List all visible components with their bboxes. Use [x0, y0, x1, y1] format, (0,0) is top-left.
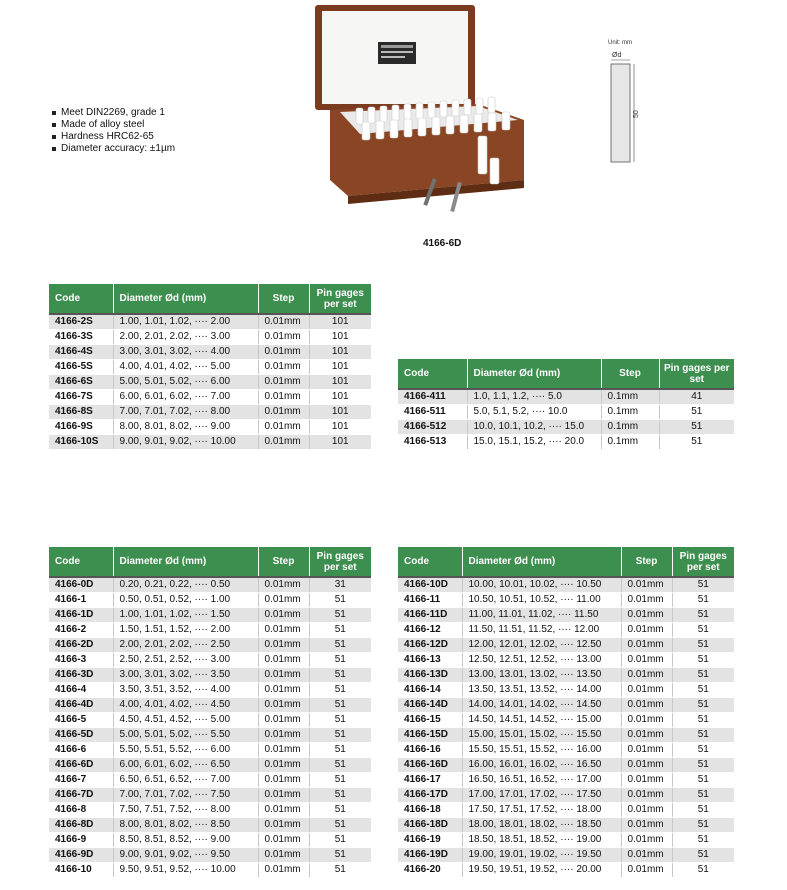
table-row [398, 420, 734, 435]
table-row [49, 863, 371, 878]
diameter-cell: 4.50, 4.51, 4.52, ···· 5.00 [113, 713, 258, 728]
code-cell: 4166-19D [398, 848, 462, 863]
code-cell: 4166-18 [398, 803, 462, 818]
pins-cell: 51 [659, 435, 734, 450]
diameter-cell: 3.50, 3.51, 3.52, ···· 4.00 [113, 683, 258, 698]
pins-cell: 101 [309, 375, 371, 390]
pins-cell: 51 [672, 683, 734, 698]
step-cell: 0.01mm [621, 728, 672, 743]
table-row [49, 743, 371, 758]
unit-label: Unit: mm [608, 40, 632, 46]
step-cell: 0.01mm [258, 405, 309, 420]
step-cell: 0.01mm [258, 728, 309, 743]
step-cell: 0.01mm [621, 608, 672, 623]
diameter-cell: 16.00, 16.01, 16.02, ···· 16.50 [462, 758, 621, 773]
table-row [49, 803, 371, 818]
step-cell: 0.01mm [258, 818, 309, 833]
step-cell: 0.01mm [621, 788, 672, 803]
table-row [398, 713, 734, 728]
diameter-cell: 0.20, 0.21, 0.22, ···· 0.50 [113, 577, 258, 593]
table-row [398, 683, 734, 698]
pins-cell: 51 [309, 743, 371, 758]
step-cell: 0.01mm [258, 623, 309, 638]
table-row [398, 608, 734, 623]
step-cell: 0.01mm [258, 638, 309, 653]
step-cell: 0.01mm [258, 577, 309, 593]
table-row [49, 773, 371, 788]
diameter-cell: 9.50, 9.51, 9.52, ···· 10.00 [113, 863, 258, 878]
pins-cell: 101 [309, 435, 371, 450]
table-row [49, 788, 371, 803]
step-cell: 0.01mm [621, 863, 672, 878]
diameter-cell: 5.00, 5.01, 5.02, ···· 6.00 [113, 375, 258, 390]
step-cell: 0.01mm [621, 593, 672, 608]
col-header-pins: Pin gages per set [309, 547, 371, 577]
diameter-cell: 5.50, 5.51, 5.52, ···· 6.00 [113, 743, 258, 758]
table-row [49, 833, 371, 848]
step-cell: 0.01mm [621, 803, 672, 818]
table-row [49, 405, 371, 420]
pins-cell: 51 [672, 623, 734, 638]
step-cell: 0.01mm [258, 713, 309, 728]
spec-table-large [398, 547, 734, 878]
table-row [49, 435, 371, 450]
table-row [49, 390, 371, 405]
diameter-cell: 18.50, 18.51, 18.52, ···· 19.00 [462, 833, 621, 848]
spec-table-small [49, 547, 371, 878]
diameter-cell: 2.50, 2.51, 2.52, ···· 3.00 [113, 653, 258, 668]
diameter-cell: 17.50, 17.51, 17.52, ···· 18.00 [462, 803, 621, 818]
table-row [49, 623, 371, 638]
code-cell: 4166-3S [49, 330, 113, 345]
code-cell: 4166-19 [398, 833, 462, 848]
step-cell: 0.01mm [258, 420, 309, 435]
pins-cell: 51 [309, 788, 371, 803]
diameter-cell: 8.00, 8.01, 8.02, ···· 9.00 [113, 420, 258, 435]
step-cell: 0.01mm [258, 435, 309, 450]
pins-cell: 51 [672, 593, 734, 608]
pins-cell: 101 [309, 420, 371, 435]
code-cell: 4166-4D [49, 698, 113, 713]
code-cell: 4166-7S [49, 390, 113, 405]
code-cell: 4166-10 [49, 863, 113, 878]
diameter-cell: 2.00, 2.01, 2.02, ···· 3.00 [113, 330, 258, 345]
diameter-cell: 7.00, 7.01, 7.02, ···· 7.50 [113, 788, 258, 803]
col-header-pins: Pin gages per set [672, 547, 734, 577]
table-row [398, 435, 734, 450]
pins-cell: 51 [672, 728, 734, 743]
pins-cell: 51 [672, 863, 734, 878]
step-cell: 0.01mm [621, 773, 672, 788]
diameter-label: Ød [612, 52, 622, 59]
step-cell: 0.01mm [621, 833, 672, 848]
step-cell: 0.01mm [258, 668, 309, 683]
col-header-step: Step [601, 359, 659, 389]
pins-cell: 51 [309, 863, 371, 878]
diameter-cell: 17.00, 17.01, 17.02, ···· 17.50 [462, 788, 621, 803]
diameter-cell: 1.00, 1.01, 1.02, ···· 1.50 [113, 608, 258, 623]
diameter-cell: 4.00, 4.01, 4.02, ···· 5.00 [113, 360, 258, 375]
table-row [49, 420, 371, 435]
code-cell: 4166-8S [49, 405, 113, 420]
pins-cell: 51 [309, 638, 371, 653]
col-header-code: Code [49, 547, 113, 577]
table-row [49, 668, 371, 683]
code-cell: 4166-20 [398, 863, 462, 878]
table-row [398, 728, 734, 743]
diameter-cell: 3.00, 3.01, 3.02, ···· 4.00 [113, 345, 258, 360]
diameter-cell: 14.00, 14.01, 14.02, ···· 14.50 [462, 698, 621, 713]
table-row [49, 593, 371, 608]
diameter-cell: 14.50, 14.51, 14.52, ···· 15.00 [462, 713, 621, 728]
diameter-cell: 9.00, 9.01, 9.02, ···· 10.00 [113, 435, 258, 450]
col-header-step: Step [258, 547, 309, 577]
pins-cell: 51 [672, 698, 734, 713]
step-cell: 0.01mm [621, 758, 672, 773]
code-cell: 4166-6 [49, 743, 113, 758]
code-cell: 4166-5D [49, 728, 113, 743]
table-row [49, 713, 371, 728]
pins-cell: 51 [659, 405, 734, 420]
diameter-cell: 15.0, 15.1, 15.2, ···· 20.0 [467, 435, 601, 450]
code-cell: 4166-8 [49, 803, 113, 818]
pins-cell: 51 [659, 420, 734, 435]
code-cell: 4166-12 [398, 623, 462, 638]
pins-cell: 51 [672, 743, 734, 758]
pins-cell: 51 [309, 773, 371, 788]
diameter-cell: 5.0, 5.1, 5.2, ···· 10.0 [467, 405, 601, 420]
table-row [49, 683, 371, 698]
pins-cell: 51 [309, 848, 371, 863]
spec-table-01mm [398, 359, 734, 450]
code-cell: 4166-11D [398, 608, 462, 623]
pins-cell: 51 [672, 818, 734, 833]
step-cell: 0.01mm [258, 848, 309, 863]
diameter-cell: 11.00, 11.01, 11.02, ···· 11.50 [462, 608, 621, 623]
table-row [398, 773, 734, 788]
code-cell: 4166-15D [398, 728, 462, 743]
step-cell: 0.01mm [621, 743, 672, 758]
step-cell: 0.01mm [621, 818, 672, 833]
diameter-cell: 5.00, 5.01, 5.02, ···· 5.50 [113, 728, 258, 743]
table-row [49, 698, 371, 713]
table-row [398, 593, 734, 608]
table-row [398, 653, 734, 668]
code-cell: 4166-13D [398, 668, 462, 683]
code-cell: 4166-14 [398, 683, 462, 698]
step-cell: 0.01mm [621, 683, 672, 698]
step-cell: 0.01mm [258, 608, 309, 623]
pins-cell: 31 [309, 577, 371, 593]
code-cell: 4166-5S [49, 360, 113, 375]
diameter-cell: 3.00, 3.01, 3.02, ···· 3.50 [113, 668, 258, 683]
table-row [398, 758, 734, 773]
step-cell: 0.01mm [258, 360, 309, 375]
spec-table-101 [49, 284, 371, 450]
code-cell: 4166-3 [49, 653, 113, 668]
table-row [49, 345, 371, 360]
pins-cell: 51 [309, 608, 371, 623]
code-cell: 4166-0D [49, 577, 113, 593]
diameter-cell: 10.0, 10.1, 10.2, ···· 15.0 [467, 420, 601, 435]
code-cell: 4166-4 [49, 683, 113, 698]
pins-cell: 51 [309, 758, 371, 773]
pins-cell: 51 [672, 848, 734, 863]
table-row [398, 389, 734, 405]
step-cell: 0.01mm [621, 653, 672, 668]
col-header-diameter: Diameter Ød (mm) [467, 359, 601, 389]
code-cell: 4166-13 [398, 653, 462, 668]
table-row [49, 818, 371, 833]
code-cell: 4166-5 [49, 713, 113, 728]
col-header-step: Step [258, 284, 309, 314]
code-cell: 4166-17D [398, 788, 462, 803]
diameter-cell: 4.00, 4.01, 4.02, ···· 4.50 [113, 698, 258, 713]
step-cell: 0.01mm [621, 577, 672, 593]
table-row [49, 608, 371, 623]
pins-cell: 51 [309, 833, 371, 848]
code-cell: 4166-2 [49, 623, 113, 638]
step-cell: 0.01mm [258, 390, 309, 405]
pins-cell: 101 [309, 390, 371, 405]
diameter-cell: 19.50, 19.51, 19.52, ···· 20.00 [462, 863, 621, 878]
step-cell: 0.01mm [258, 375, 309, 390]
feature-item: Made of alloy steel [52, 119, 175, 131]
step-cell: 0.01mm [621, 623, 672, 638]
step-cell: 0.01mm [258, 698, 309, 713]
feature-item: Meet DIN2269, grade 1 [52, 107, 175, 119]
code-cell: 4166-511 [398, 405, 467, 420]
diameter-cell: 11.50, 11.51, 11.52, ···· 12.00 [462, 623, 621, 638]
diameter-cell: 12.00, 12.01, 12.02, ···· 12.50 [462, 638, 621, 653]
length-label: 50 [633, 110, 640, 118]
pins-cell: 101 [309, 330, 371, 345]
code-cell: 4166-10D [398, 577, 462, 593]
diameter-cell: 6.00, 6.01, 6.02, ···· 6.50 [113, 758, 258, 773]
step-cell: 0.01mm [258, 330, 309, 345]
code-cell: 4166-17 [398, 773, 462, 788]
diameter-cell: 8.00, 8.01, 8.02, ···· 8.50 [113, 818, 258, 833]
step-cell: 0.01mm [258, 653, 309, 668]
table-row [398, 788, 734, 803]
code-cell: 4166-18D [398, 818, 462, 833]
image-caption: 4166-6D [423, 238, 462, 249]
col-header-step: Step [621, 547, 672, 577]
pins-cell: 51 [309, 818, 371, 833]
pins-cell: 51 [672, 653, 734, 668]
pins-cell: 51 [672, 713, 734, 728]
step-cell: 0.01mm [621, 668, 672, 683]
step-cell: 0.01mm [258, 683, 309, 698]
diameter-cell: 10.00, 10.01, 10.02, ···· 10.50 [462, 577, 621, 593]
diameter-cell: 2.00, 2.01, 2.02, ···· 2.50 [113, 638, 258, 653]
pins-cell: 51 [309, 698, 371, 713]
step-cell: 0.01mm [258, 593, 309, 608]
table-row [398, 803, 734, 818]
table-row [49, 577, 371, 593]
table-row [398, 863, 734, 878]
diameter-cell: 7.00, 7.01, 7.02, ···· 8.00 [113, 405, 258, 420]
step-cell: 0.01mm [258, 743, 309, 758]
feature-item: Diameter accuracy: ±1µm [52, 143, 175, 155]
code-cell: 4166-10S [49, 435, 113, 450]
pins-cell: 101 [309, 345, 371, 360]
pins-cell: 101 [309, 314, 371, 330]
table-row [398, 743, 734, 758]
table-row [398, 848, 734, 863]
pins-cell: 51 [672, 638, 734, 653]
diameter-cell: 6.00, 6.01, 6.02, ···· 7.00 [113, 390, 258, 405]
table-row [49, 638, 371, 653]
code-cell: 4166-9S [49, 420, 113, 435]
pins-cell: 51 [309, 668, 371, 683]
pins-cell: 51 [672, 833, 734, 848]
code-cell: 4166-7D [49, 788, 113, 803]
step-cell: 0.1mm [601, 389, 659, 405]
pins-cell: 51 [672, 608, 734, 623]
step-cell: 0.01mm [621, 698, 672, 713]
step-cell: 0.01mm [258, 773, 309, 788]
code-cell: 4166-3D [49, 668, 113, 683]
pins-cell: 51 [309, 803, 371, 818]
diameter-cell: 10.50, 10.51, 10.52, ···· 11.00 [462, 593, 621, 608]
step-cell: 0.01mm [621, 638, 672, 653]
code-cell: 4166-12D [398, 638, 462, 653]
col-header-diameter: Diameter Ød (mm) [113, 284, 258, 314]
col-header-code: Code [398, 359, 467, 389]
code-cell: 4166-16 [398, 743, 462, 758]
diameter-cell: 13.00, 13.01, 13.02, ···· 13.50 [462, 668, 621, 683]
table-row [49, 848, 371, 863]
diameter-cell: 19.00, 19.01, 19.02, ···· 19.50 [462, 848, 621, 863]
diameter-cell: 1.50, 1.51, 1.52, ···· 2.00 [113, 623, 258, 638]
table-row [49, 330, 371, 345]
step-cell: 0.01mm [258, 345, 309, 360]
pins-cell: 51 [672, 577, 734, 593]
step-cell: 0.01mm [258, 788, 309, 803]
code-cell: 4166-6D [49, 758, 113, 773]
pins-cell: 51 [309, 623, 371, 638]
table-row [398, 577, 734, 593]
diameter-cell: 1.0, 1.1, 1.2, ···· 5.0 [467, 389, 601, 405]
pins-cell: 101 [309, 405, 371, 420]
pins-cell: 51 [672, 773, 734, 788]
pins-cell: 51 [672, 803, 734, 818]
code-cell: 4166-6S [49, 375, 113, 390]
col-header-pins: Pin gages per set [309, 284, 371, 314]
pins-cell: 101 [309, 360, 371, 375]
table-row [398, 405, 734, 420]
table-row [49, 653, 371, 668]
pins-cell: 51 [309, 653, 371, 668]
code-cell: 4166-512 [398, 420, 467, 435]
code-cell: 4166-15 [398, 713, 462, 728]
pin-diagram [600, 36, 660, 166]
code-cell: 4166-7 [49, 773, 113, 788]
product-photo [300, 0, 530, 222]
code-cell: 4166-11 [398, 593, 462, 608]
step-cell: 0.1mm [601, 435, 659, 450]
pins-cell: 51 [309, 713, 371, 728]
col-header-pins: Pin gages per set [659, 359, 734, 389]
table-row [398, 668, 734, 683]
step-cell: 0.01mm [258, 833, 309, 848]
step-cell: 0.01mm [621, 713, 672, 728]
code-cell: 4166-1 [49, 593, 113, 608]
col-header-diameter: Diameter Ød (mm) [462, 547, 621, 577]
code-cell: 4166-16D [398, 758, 462, 773]
pins-cell: 51 [309, 683, 371, 698]
table-row [49, 375, 371, 390]
step-cell: 0.1mm [601, 420, 659, 435]
code-cell: 4166-1D [49, 608, 113, 623]
diameter-cell: 15.50, 15.51, 15.52, ···· 16.00 [462, 743, 621, 758]
step-cell: 0.01mm [258, 758, 309, 773]
code-cell: 4166-411 [398, 389, 467, 405]
diameter-cell: 9.00, 9.01, 9.02, ···· 9.50 [113, 848, 258, 863]
code-cell: 4166-2S [49, 314, 113, 330]
pins-cell: 51 [672, 788, 734, 803]
code-cell: 4166-2D [49, 638, 113, 653]
feature-list [52, 107, 175, 155]
diameter-cell: 0.50, 0.51, 0.52, ···· 1.00 [113, 593, 258, 608]
code-cell: 4166-14D [398, 698, 462, 713]
code-cell: 4166-513 [398, 435, 467, 450]
step-cell: 0.01mm [258, 314, 309, 330]
col-header-code: Code [49, 284, 113, 314]
table-row [398, 833, 734, 848]
col-header-diameter: Diameter Ød (mm) [113, 547, 258, 577]
table-row [398, 638, 734, 653]
diameter-cell: 12.50, 12.51, 12.52, ···· 13.00 [462, 653, 621, 668]
table-row [49, 728, 371, 743]
diameter-cell: 18.00, 18.01, 18.02, ···· 18.50 [462, 818, 621, 833]
table-row [398, 623, 734, 638]
diameter-cell: 13.50, 13.51, 13.52, ···· 14.00 [462, 683, 621, 698]
table-row [49, 360, 371, 375]
code-cell: 4166-4S [49, 345, 113, 360]
table-row [49, 314, 371, 330]
code-cell: 4166-9 [49, 833, 113, 848]
code-cell: 4166-8D [49, 818, 113, 833]
pins-cell: 51 [672, 758, 734, 773]
col-header-code: Code [398, 547, 462, 577]
diameter-cell: 16.50, 16.51, 16.52, ···· 17.00 [462, 773, 621, 788]
step-cell: 0.01mm [621, 848, 672, 863]
pins-cell: 51 [309, 728, 371, 743]
table-row [398, 818, 734, 833]
pins-cell: 51 [672, 668, 734, 683]
feature-item: Hardness HRC62-65 [52, 131, 175, 143]
step-cell: 0.01mm [258, 863, 309, 878]
step-cell: 0.1mm [601, 405, 659, 420]
table-row [49, 758, 371, 773]
step-cell: 0.01mm [258, 803, 309, 818]
diameter-cell: 6.50, 6.51, 6.52, ···· 7.00 [113, 773, 258, 788]
diameter-cell: 7.50, 7.51, 7.52, ···· 8.00 [113, 803, 258, 818]
diameter-cell: 1.00, 1.01, 1.02, ···· 2.00 [113, 314, 258, 330]
diameter-cell: 8.50, 8.51, 8.52, ···· 9.00 [113, 833, 258, 848]
pins-cell: 41 [659, 389, 734, 405]
table-row [398, 698, 734, 713]
pins-cell: 51 [309, 593, 371, 608]
code-cell: 4166-9D [49, 848, 113, 863]
diameter-cell: 15.00, 15.01, 15.02, ···· 15.50 [462, 728, 621, 743]
